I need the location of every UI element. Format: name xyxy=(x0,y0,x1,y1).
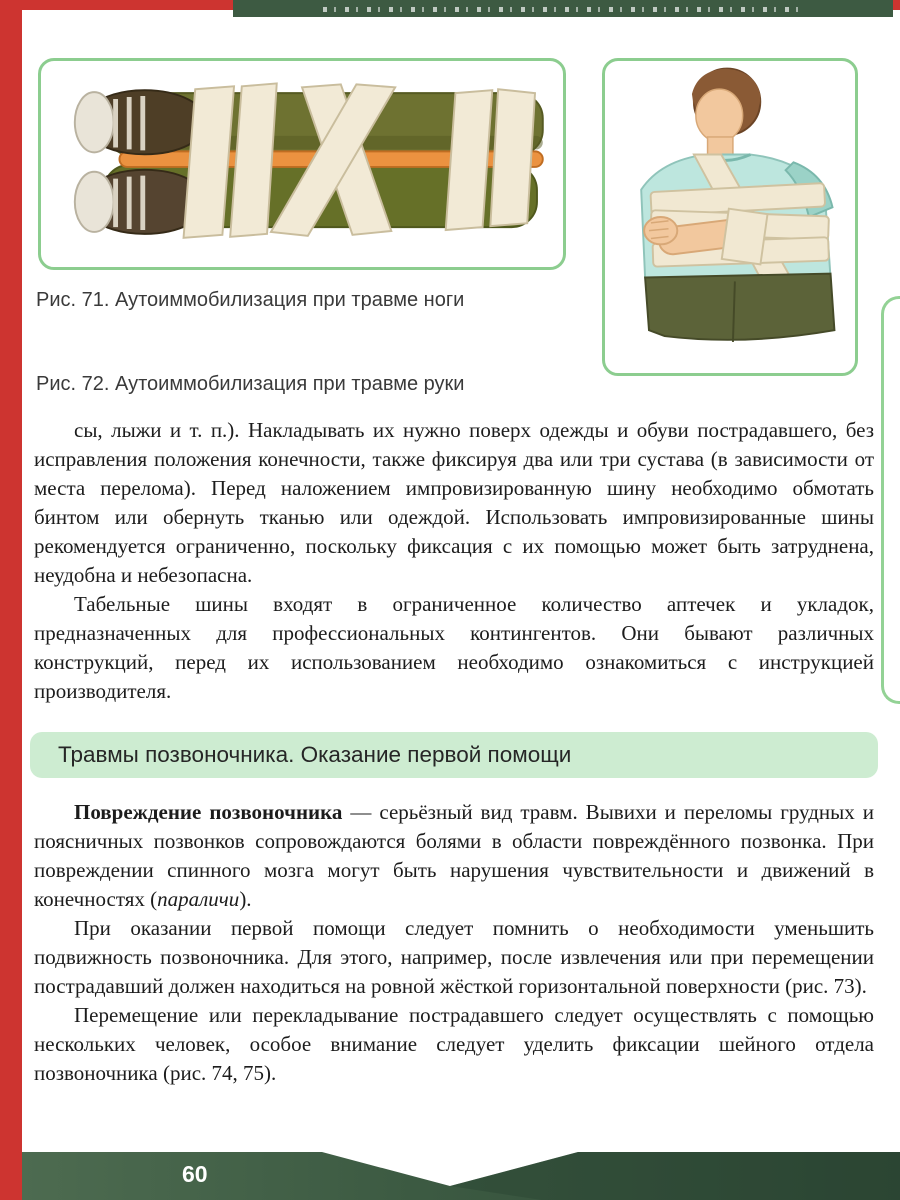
arm-immobilization-illustration xyxy=(608,64,852,370)
leg-immobilization-illustration xyxy=(44,64,560,264)
footer-band xyxy=(22,1142,900,1200)
paragraph-text: ). xyxy=(239,887,252,911)
top-green-strip xyxy=(233,0,893,17)
page-number: 60 xyxy=(182,1161,208,1187)
figure-71-caption: Рис. 71. Аутоиммобилизация при травме ноги xyxy=(36,289,465,311)
paragraph xyxy=(34,798,874,914)
cropped-header-text xyxy=(323,7,803,12)
bold-term: Повреждение позвоночника xyxy=(74,800,343,824)
paragraph: сы, лыжи и т. п.). Накладывать их нужно поверх одежды и обуви пострадавшего, без исправления положения конечности, также фиксируя два или три сустава (в зависимости от места перелома). Перед наложением импровизированную шину необходимо обмотать бинтом или обернуть тканью или одеждой. Использовать импровизированные шины рекомендуется ограниченно, поскольку фиксация с их помощью может быть затруднена, неудобна и небезопасна. xyxy=(34,418,874,587)
paragraph: При оказании первой помощи следует помнить о необходимости уменьшить подвижность позвоночника. Для этого, например, после извлечения или при перемещении пострадавший должен находиться на ровной жёсткой горизонтальной поверхности (рис. 73). xyxy=(34,916,874,998)
paragraph: Перемещение или перекладывание пострадавшего следует осуществлять с помощью нескольких человек, особое внимание следует уделить фиксации шейного отдела позвоночника (рис. 74, 75). xyxy=(34,1003,874,1085)
right-edge-green-curve xyxy=(881,296,900,704)
figure-72 xyxy=(602,58,858,376)
body-text xyxy=(34,416,874,1088)
page-red-left-border xyxy=(0,0,22,1200)
section-heading: Травмы позвоночника. Оказание первой помощи xyxy=(30,732,878,778)
paragraph: Табельные шины входят в ограниченное количество аптечек и укладок, предназначенных для профессиональных контингентов. Они бывают различных конструкций, перед их использованием необходимо ознакомиться с инструкцией производителя. xyxy=(34,592,874,703)
italic-term: параличи xyxy=(157,887,240,911)
figure-72-caption: Рис. 72. Аутоиммобилизация при травме руки xyxy=(36,373,465,395)
figure-71 xyxy=(38,58,566,270)
paragraph-text: — серьёзный вид травм. Вывихи и переломы грудных и поясничных позвонков сопровождаются болями в области повреждённого позвонка. При повреждении спинного мозга могут быть нарушения чувствительности и движений в конечностях ( xyxy=(34,800,874,911)
